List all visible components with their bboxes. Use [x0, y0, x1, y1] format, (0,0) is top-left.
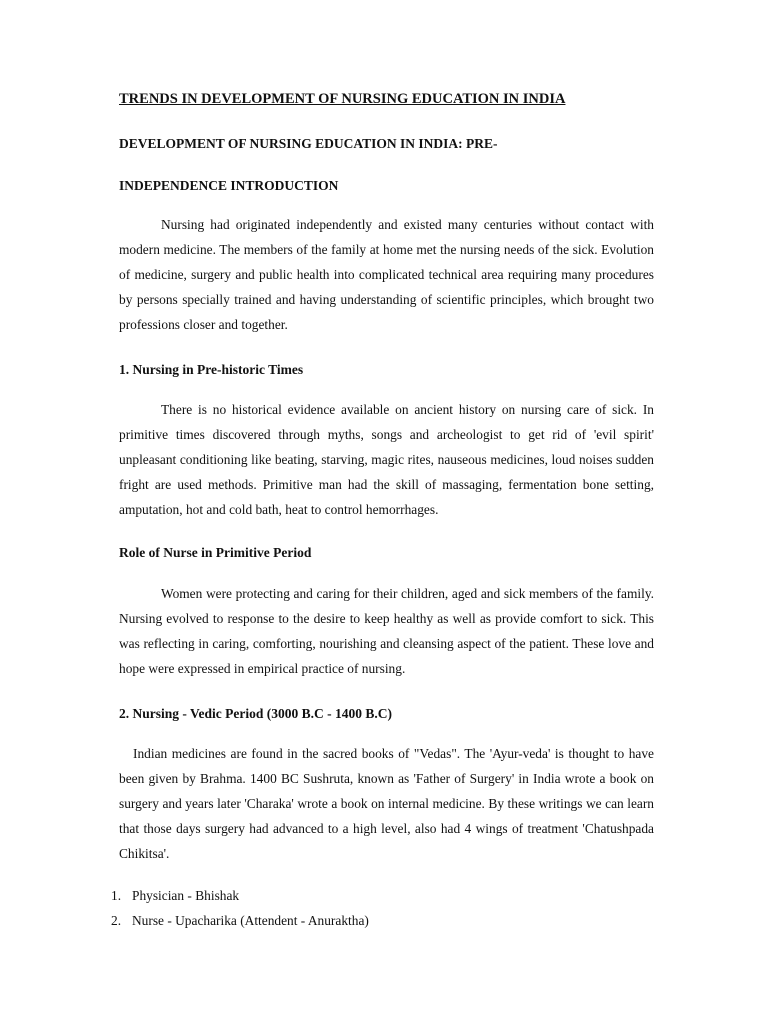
section-1-paragraph: There is no historical evidence available on ancient history on nursing care of sick. In primitive times discovered through myths, songs and archeologist to get rid of 'evil spirit' unpleasant conditioning like beating, starving, magic rites, nauseous medicines, loud noises sudden fright are used methods. Primitive man had the skill of massaging, fermentation bone setting, amputation, hot and cold bath, heat to control hemorrhages.: [119, 402, 654, 517]
role-heading: Role of Nurse in Primitive Period: [119, 545, 312, 560]
section-2-paragraph: Indian medicines are found in the sacred books of "Vedas". The 'Ayur-veda' is thought to have been given by Brahma. 1400 BC Sushruta, known as 'Father of Surgery' in India wrote a book on surgery and years later 'Charaka' wrote a book on internal medicine. By these writings we can learn that those days surgery had advanced to a high level, also had 4 wings of treatment 'Chatushpada Chikitsa'.: [119, 746, 654, 861]
role-paragraph: Women were protecting and caring for their children, aged and sick members of the family. Nursing evolved to response to the desire to keep healthy as well as provide comfort to sick. This was reflecting in caring, comforting, nourishing and cleansing aspect of the patient. These love and hope were expressed in empirical practice of nursing.: [119, 586, 654, 676]
intro-paragraph: Nursing had originated independently and existed many centuries without contact with modern medicine. The members of the family at home met the nursing needs of the sick. Evolution of medicine, surgery and public health into complicated technical area requiring many procedures by persons specially trained and having understanding of scientific principles, which brought two professions closer and together.: [119, 217, 654, 332]
list-item-text: Nurse - Upacharika (Attendent - Anuraktha): [132, 913, 369, 928]
section-1-heading: 1. Nursing in Pre-historic Times: [119, 362, 304, 377]
document-title: TRENDS IN DEVELOPMENT OF NURSING EDUCATION IN INDIA: [119, 91, 566, 107]
heading-development-line2: INDEPENDENCE INTRODUCTION: [119, 178, 339, 193]
list-item-text: Physician - Bhishak: [132, 888, 240, 903]
list-item-number: 1.: [111, 888, 122, 903]
section-2-heading: 2. Nursing - Vedic Period (3000 B.C - 1400 B.C): [119, 706, 392, 721]
heading-development-line1: DEVELOPMENT OF NURSING EDUCATION IN INDIA: PRE-: [119, 136, 498, 151]
list-item-number: 2.: [111, 913, 122, 928]
